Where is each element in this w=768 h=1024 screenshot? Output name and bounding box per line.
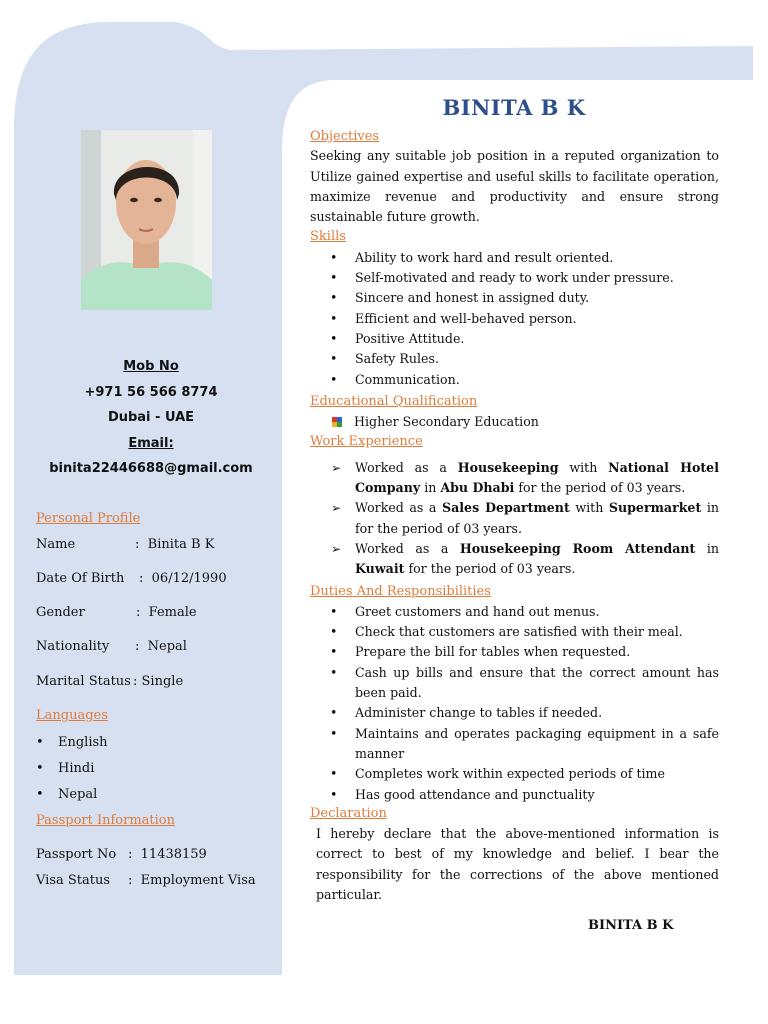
- passport-row-visa: [36, 873, 256, 888]
- profile-row-marital: [36, 674, 183, 689]
- skill-item: • Efficient and well-behaved person.: [310, 309, 719, 329]
- email-address: binita22446688@gmail.com: [49, 461, 253, 476]
- declaration-heading: Declaration: [310, 805, 387, 821]
- profile-label: Nationality: [36, 639, 110, 654]
- skills-heading: Skills: [310, 229, 346, 245]
- profile-row-nationality: [36, 639, 187, 654]
- passport-label: Passport No: [36, 847, 117, 862]
- duty-item: • Maintains and operates packaging equipment in a safe manner: [310, 724, 719, 765]
- skill-item: • Safety Rules.: [310, 349, 719, 369]
- resume-name-title: BINITA B K: [442, 95, 586, 120]
- duty-item: • Cash up bills and ensure that the correct amount has been paid.: [310, 663, 719, 704]
- profile-row-name: [36, 537, 214, 552]
- passport-value: 11438159: [140, 847, 207, 862]
- profile-sep: :: [135, 639, 140, 654]
- duty-item: • Completes work within expected periods of time: [310, 764, 719, 784]
- duty-item: • Greet customers and hand out menus.: [310, 602, 719, 622]
- profile-sep: :: [135, 537, 140, 552]
- profile-value: Nepal: [147, 639, 187, 654]
- passport-row-number: [36, 847, 207, 862]
- personal-profile-heading: Personal Profile: [36, 511, 141, 526]
- duty-item: • Prepare the bill for tables when requested.: [310, 642, 719, 662]
- declaration-text: I hereby declare that the above-mentioned information is correct to best of my knowledge and belief. I bear the responsibility for the corrections of the above mentioned particular.: [316, 826, 719, 902]
- education-text: Higher Secondary Education: [354, 414, 539, 430]
- skill-item: • Self-motivated and ready to work under pressure.: [310, 268, 719, 288]
- profile-value: 06/12/1990: [151, 571, 227, 586]
- education-heading: Educational Qualification: [310, 393, 478, 409]
- passport-sep: :: [128, 873, 133, 888]
- profile-label: Gender: [36, 605, 85, 620]
- duty-item: • Check that customers are satisfied with their meal.: [310, 622, 719, 642]
- right-column: [310, 127, 719, 905]
- profile-label: Marital Status: [36, 674, 131, 689]
- mob-label: Mob No: [123, 359, 179, 374]
- work-item: ➢ Worked as a Housekeeping with National Hotel Company in Abu Dhabi for the period of 03 years.: [310, 458, 719, 499]
- duties-list: [310, 602, 719, 805]
- profile-sep: :: [136, 605, 141, 620]
- profile-value: Female: [148, 605, 197, 620]
- profile-photo: [81, 130, 212, 310]
- language-item: • English: [58, 735, 108, 750]
- duties-heading: Duties And Responsibilities: [310, 583, 491, 599]
- profile-value: Binita B K: [147, 537, 215, 552]
- location: Dubai - UAE: [107, 410, 195, 425]
- profile-row-dob: [36, 571, 227, 586]
- duty-item: • Has good attendance and punctuality: [310, 785, 719, 805]
- work-item: ➢ Worked as a Housekeeping Room Attendant in Kuwait for the period of 03 years.: [310, 539, 719, 580]
- skill-item: • Communication.: [310, 370, 719, 390]
- skill-item: • Positive Attitude.: [310, 329, 719, 349]
- skill-item: • Ability to work hard and result oriented.: [310, 248, 719, 268]
- profile-sep: :: [139, 571, 144, 586]
- languages-heading: Languages: [36, 708, 108, 723]
- profile-label: Name: [36, 537, 76, 552]
- work-item: ➢ Worked as a Sales Department with Supermarket in for the period of 03 years.: [310, 498, 719, 539]
- skill-item: • Sincere and honest in assigned duty.: [310, 288, 719, 308]
- language-item: • Nepal: [58, 787, 97, 802]
- language-item: • Hindi: [58, 761, 94, 776]
- signature-name: BINITA B K: [588, 918, 674, 933]
- skills-list: [310, 248, 719, 390]
- mob-number: +971 56 566 8774: [84, 384, 218, 400]
- passport-heading: Passport Information: [36, 813, 175, 828]
- email-label: Email:: [128, 435, 174, 451]
- objectives-text: Seeking any suitable job position in a reputed organization to Utilize gained expertise and useful skills to facilitate operation, maximize revenue and productivity and ensure strong sustainable future growth.: [310, 148, 719, 225]
- work-heading: Work Experience: [310, 434, 423, 450]
- profile-row-gender: [36, 605, 197, 620]
- passport-label: Visa Status: [36, 873, 111, 888]
- profile-value: Single: [141, 674, 184, 689]
- passport-value: Employment Visa: [140, 873, 256, 888]
- work-list: [310, 458, 719, 580]
- contact-block: [30, 354, 272, 482]
- profile-label: Date Of Birth: [36, 571, 125, 586]
- objectives-heading: Objectives: [310, 129, 380, 144]
- colored-square-bullet-icon: [332, 413, 342, 423]
- passport-sep: :: [128, 847, 133, 862]
- duty-item: • Administer change to tables if needed.: [310, 703, 719, 723]
- profile-sep: :: [133, 674, 138, 689]
- education-item: [310, 412, 719, 432]
